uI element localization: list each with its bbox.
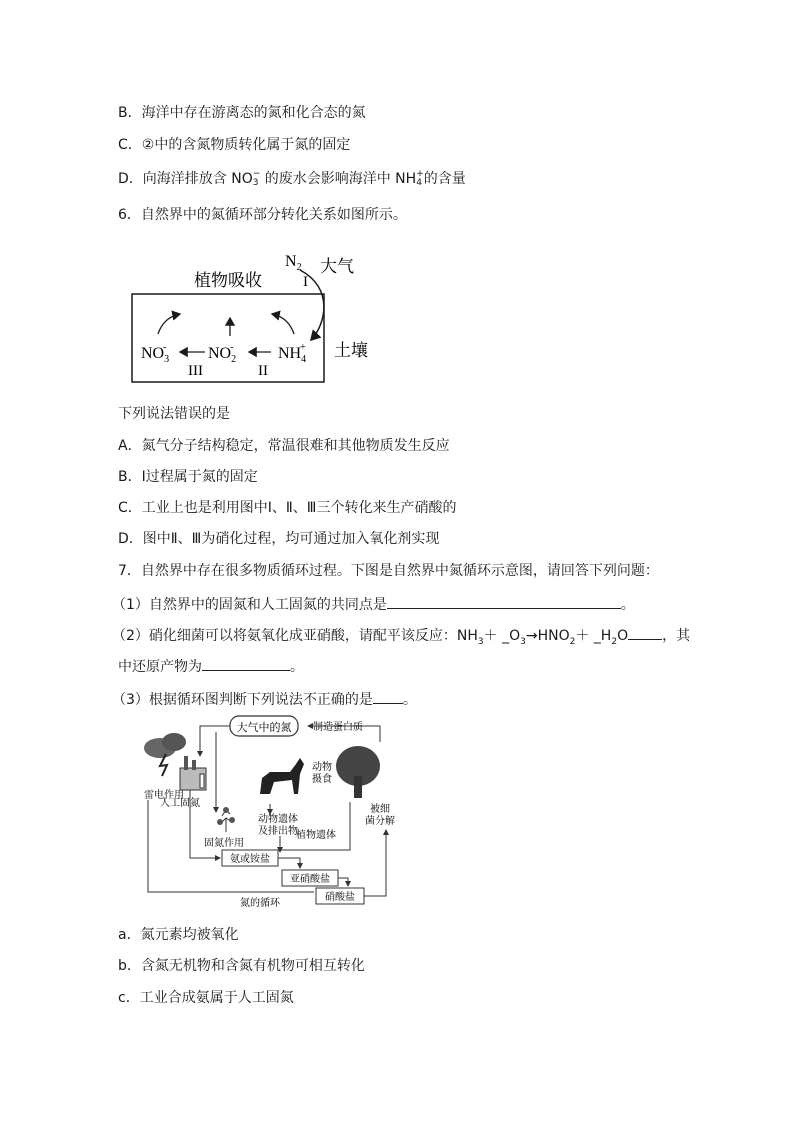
q5-option-b: B．海洋中存在游离态的氮和化合态的氮 <box>118 105 366 121</box>
atmosphere-label: 大气 <box>320 257 354 277</box>
plant-absorb-label: 植物吸收 <box>194 271 262 291</box>
nitrogen-cycle-diagram <box>128 244 388 388</box>
q6-option-c: C．工业上也是利用图中Ⅰ、Ⅱ、Ⅲ三个转化来生产硝酸的 <box>118 500 457 516</box>
q5-option-d: D．向海洋排放含 NO − 3 的废水会影响海洋中 NH + 4 的含量 <box>118 169 466 188</box>
q7-option-c: c．工业合成氨属于人工固氮 <box>118 990 294 1006</box>
line-atm-to-factory <box>200 726 230 756</box>
q6-stem: 6．自然界中的氮循环部分转化关系如图所示。 <box>118 207 407 223</box>
process-3-label: III <box>188 363 203 379</box>
arrow-no3-up <box>158 314 180 334</box>
q7-part2-blank-1[interactable] <box>628 625 662 640</box>
q7-part1-blank[interactable] <box>387 594 621 609</box>
line-nitrate-to-plant <box>364 830 386 896</box>
line-ammonia-to-nitrite <box>278 858 300 868</box>
q6-option-a: A．氮气分子结构稳定，常温很难和其他物质发生反应 <box>118 438 450 454</box>
arrow-nh4-up <box>272 314 294 334</box>
factory-icon <box>180 756 206 790</box>
nitrite-label: 亚硝酸盐 <box>290 874 330 885</box>
artificial-fixation-label: 人工固氮 <box>160 798 200 809</box>
no2-label: $NO_2-$ <box>208 342 237 365</box>
nitrogen-cycle-illustration <box>140 712 396 908</box>
lightning-label: 雷电作用 <box>144 790 184 801</box>
q7-part1: （1）自然界中的固氮和人工固氮的共同点是 。 <box>112 594 635 614</box>
q5-option-c: C．②中的含氮物质转化属于氮的固定 <box>118 137 351 153</box>
q7-option-b: b．含氮无机物和含氮有机物可相互转化 <box>118 958 365 974</box>
decompose-label-1: 被细 <box>370 804 390 815</box>
soil-label: 土壤 <box>334 341 368 361</box>
animal-eat-label-2: 摄食 <box>312 774 332 785</box>
animal-eat-label-1: 动物 <box>312 762 332 773</box>
q7-part2: （2）硝化细菌可以将氨氧化成亚硝酸，请配平该反应：$NH_3+$ $\_O_3\to HNO_2+$ $\_H_2O$ ，其 <box>112 625 690 651</box>
make-protein-label: 制造蛋白质 <box>313 722 363 733</box>
q6-question: 下列说法错误的是 <box>118 406 230 422</box>
q7-part3-blank[interactable] <box>373 689 403 704</box>
q7-part3: （3）根据循环图判断下列说法不正确的是 。 <box>112 689 417 709</box>
q6-option-b: B．Ⅰ过程属于氮的固定 <box>118 469 258 485</box>
cycle-caption: 氮的循环 <box>240 898 280 908</box>
atmosphere-n-label: 大气中的氮 <box>236 721 292 734</box>
animal-remains-label-2: 及排出物 <box>258 826 298 837</box>
line-nitrite-to-nitrate <box>338 878 348 886</box>
q7-stem: 7．自然界中存在很多物质循环过程。下图是自然界中氮循环示意图，请回答下列问题： <box>118 563 659 579</box>
legume-plant-icon <box>217 807 235 832</box>
horse-icon <box>260 758 304 794</box>
tree-icon <box>336 746 380 798</box>
q7-part2-line2: 中还原产物为 。 <box>118 656 304 676</box>
plant-remains-label: 植物遗体 <box>296 830 336 841</box>
n2-label: $N_2$ <box>285 253 302 273</box>
decompose-label-2: 菌分解 <box>365 816 395 827</box>
animal-remains-label-1: 动物遗体 <box>258 814 298 825</box>
fixation-label: 固氮作用 <box>204 838 244 849</box>
process-1-label: I <box>303 274 308 290</box>
q6-option-d: D．图中Ⅱ、Ⅲ为硝化过程，均可通过加入氧化剂实现 <box>118 531 440 547</box>
process-2-label: II <box>258 363 268 379</box>
nitrate-label: 硝酸盐 <box>325 892 355 903</box>
q7-option-a: a．氮元素均被氧化 <box>118 927 239 943</box>
nh4-label: $NH_4+$ <box>278 342 307 365</box>
soil-box <box>132 294 324 382</box>
no3-label: $NO_3-$ <box>141 342 170 365</box>
ammonia-label: 氨或铵盐 <box>230 854 270 865</box>
q7-part2-blank-2[interactable] <box>202 656 290 671</box>
